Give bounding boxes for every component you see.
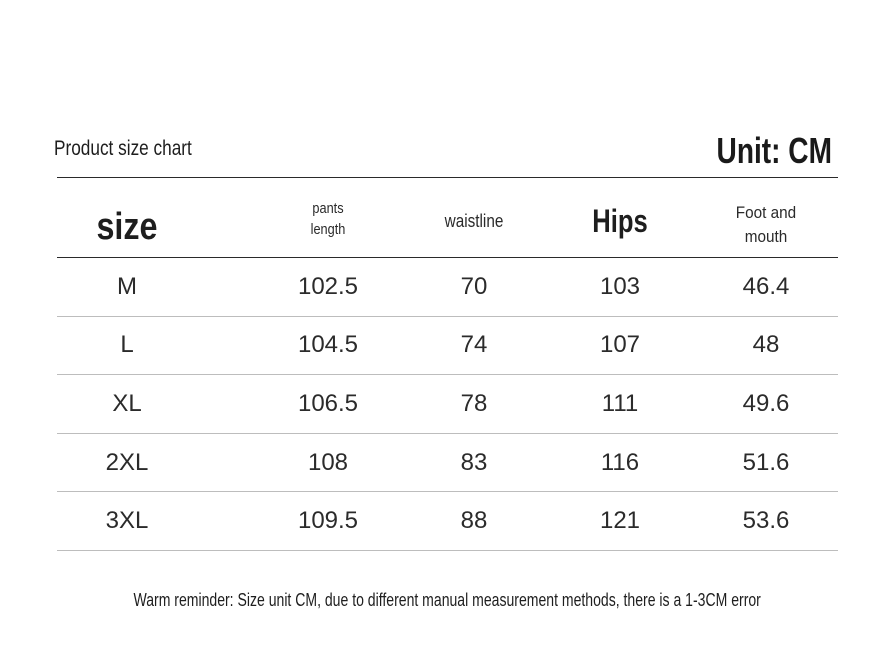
cell-foot-and-mouth: 46.4 <box>742 272 790 300</box>
cell-size: L <box>120 331 134 359</box>
cell-pants-length: 108 <box>307 448 349 476</box>
table-row <box>57 492 838 551</box>
cell-hips: 121 <box>599 507 641 535</box>
cell-waistline: 83 <box>460 448 488 476</box>
cell-pants-length: 104.5 <box>297 331 359 359</box>
table-row <box>57 375 838 434</box>
table-row <box>57 317 838 376</box>
header-hips: Hips <box>592 202 648 239</box>
warm-reminder-text: Warm reminder: Size unit CM, due to different manual measurement methods, there is a 1-3CM error <box>133 590 761 610</box>
top-divider <box>57 177 838 178</box>
cell-foot-and-mouth: 48 <box>752 331 780 359</box>
cell-pants-length: 109.5 <box>297 507 359 535</box>
header-waistline: waistline <box>444 210 504 231</box>
cell-waistline: 74 <box>460 331 488 359</box>
table-row <box>57 258 838 317</box>
cell-size: XL <box>112 389 142 417</box>
size-table-body <box>57 258 838 551</box>
cell-foot-and-mouth: 51.6 <box>742 448 790 476</box>
cell-hips: 107 <box>599 331 641 359</box>
cell-foot-and-mouth: 53.6 <box>742 507 790 535</box>
table-row <box>57 434 838 493</box>
cell-size: 2XL <box>105 448 149 476</box>
page-title: Product size chart <box>54 137 192 160</box>
cell-size: 3XL <box>105 507 149 535</box>
warm-reminder-note <box>0 590 894 611</box>
cell-hips: 103 <box>599 272 641 300</box>
unit-label: Unit: CM <box>716 130 832 171</box>
cell-pants-length: 106.5 <box>297 389 359 417</box>
header-foot-and-mouth: Foot and mouth <box>735 203 797 246</box>
cell-pants-length: 102.5 <box>297 272 359 300</box>
cell-foot-and-mouth: 49.6 <box>742 389 790 417</box>
cell-size: M <box>117 272 137 300</box>
cell-waistline: 70 <box>460 272 488 300</box>
header-size: size <box>96 205 158 248</box>
cell-hips: 111 <box>601 389 639 417</box>
cell-waistline: 78 <box>460 389 488 417</box>
cell-hips: 116 <box>600 448 640 476</box>
cell-waistline: 88 <box>460 507 488 535</box>
header-pants-length: pants length <box>310 200 346 238</box>
